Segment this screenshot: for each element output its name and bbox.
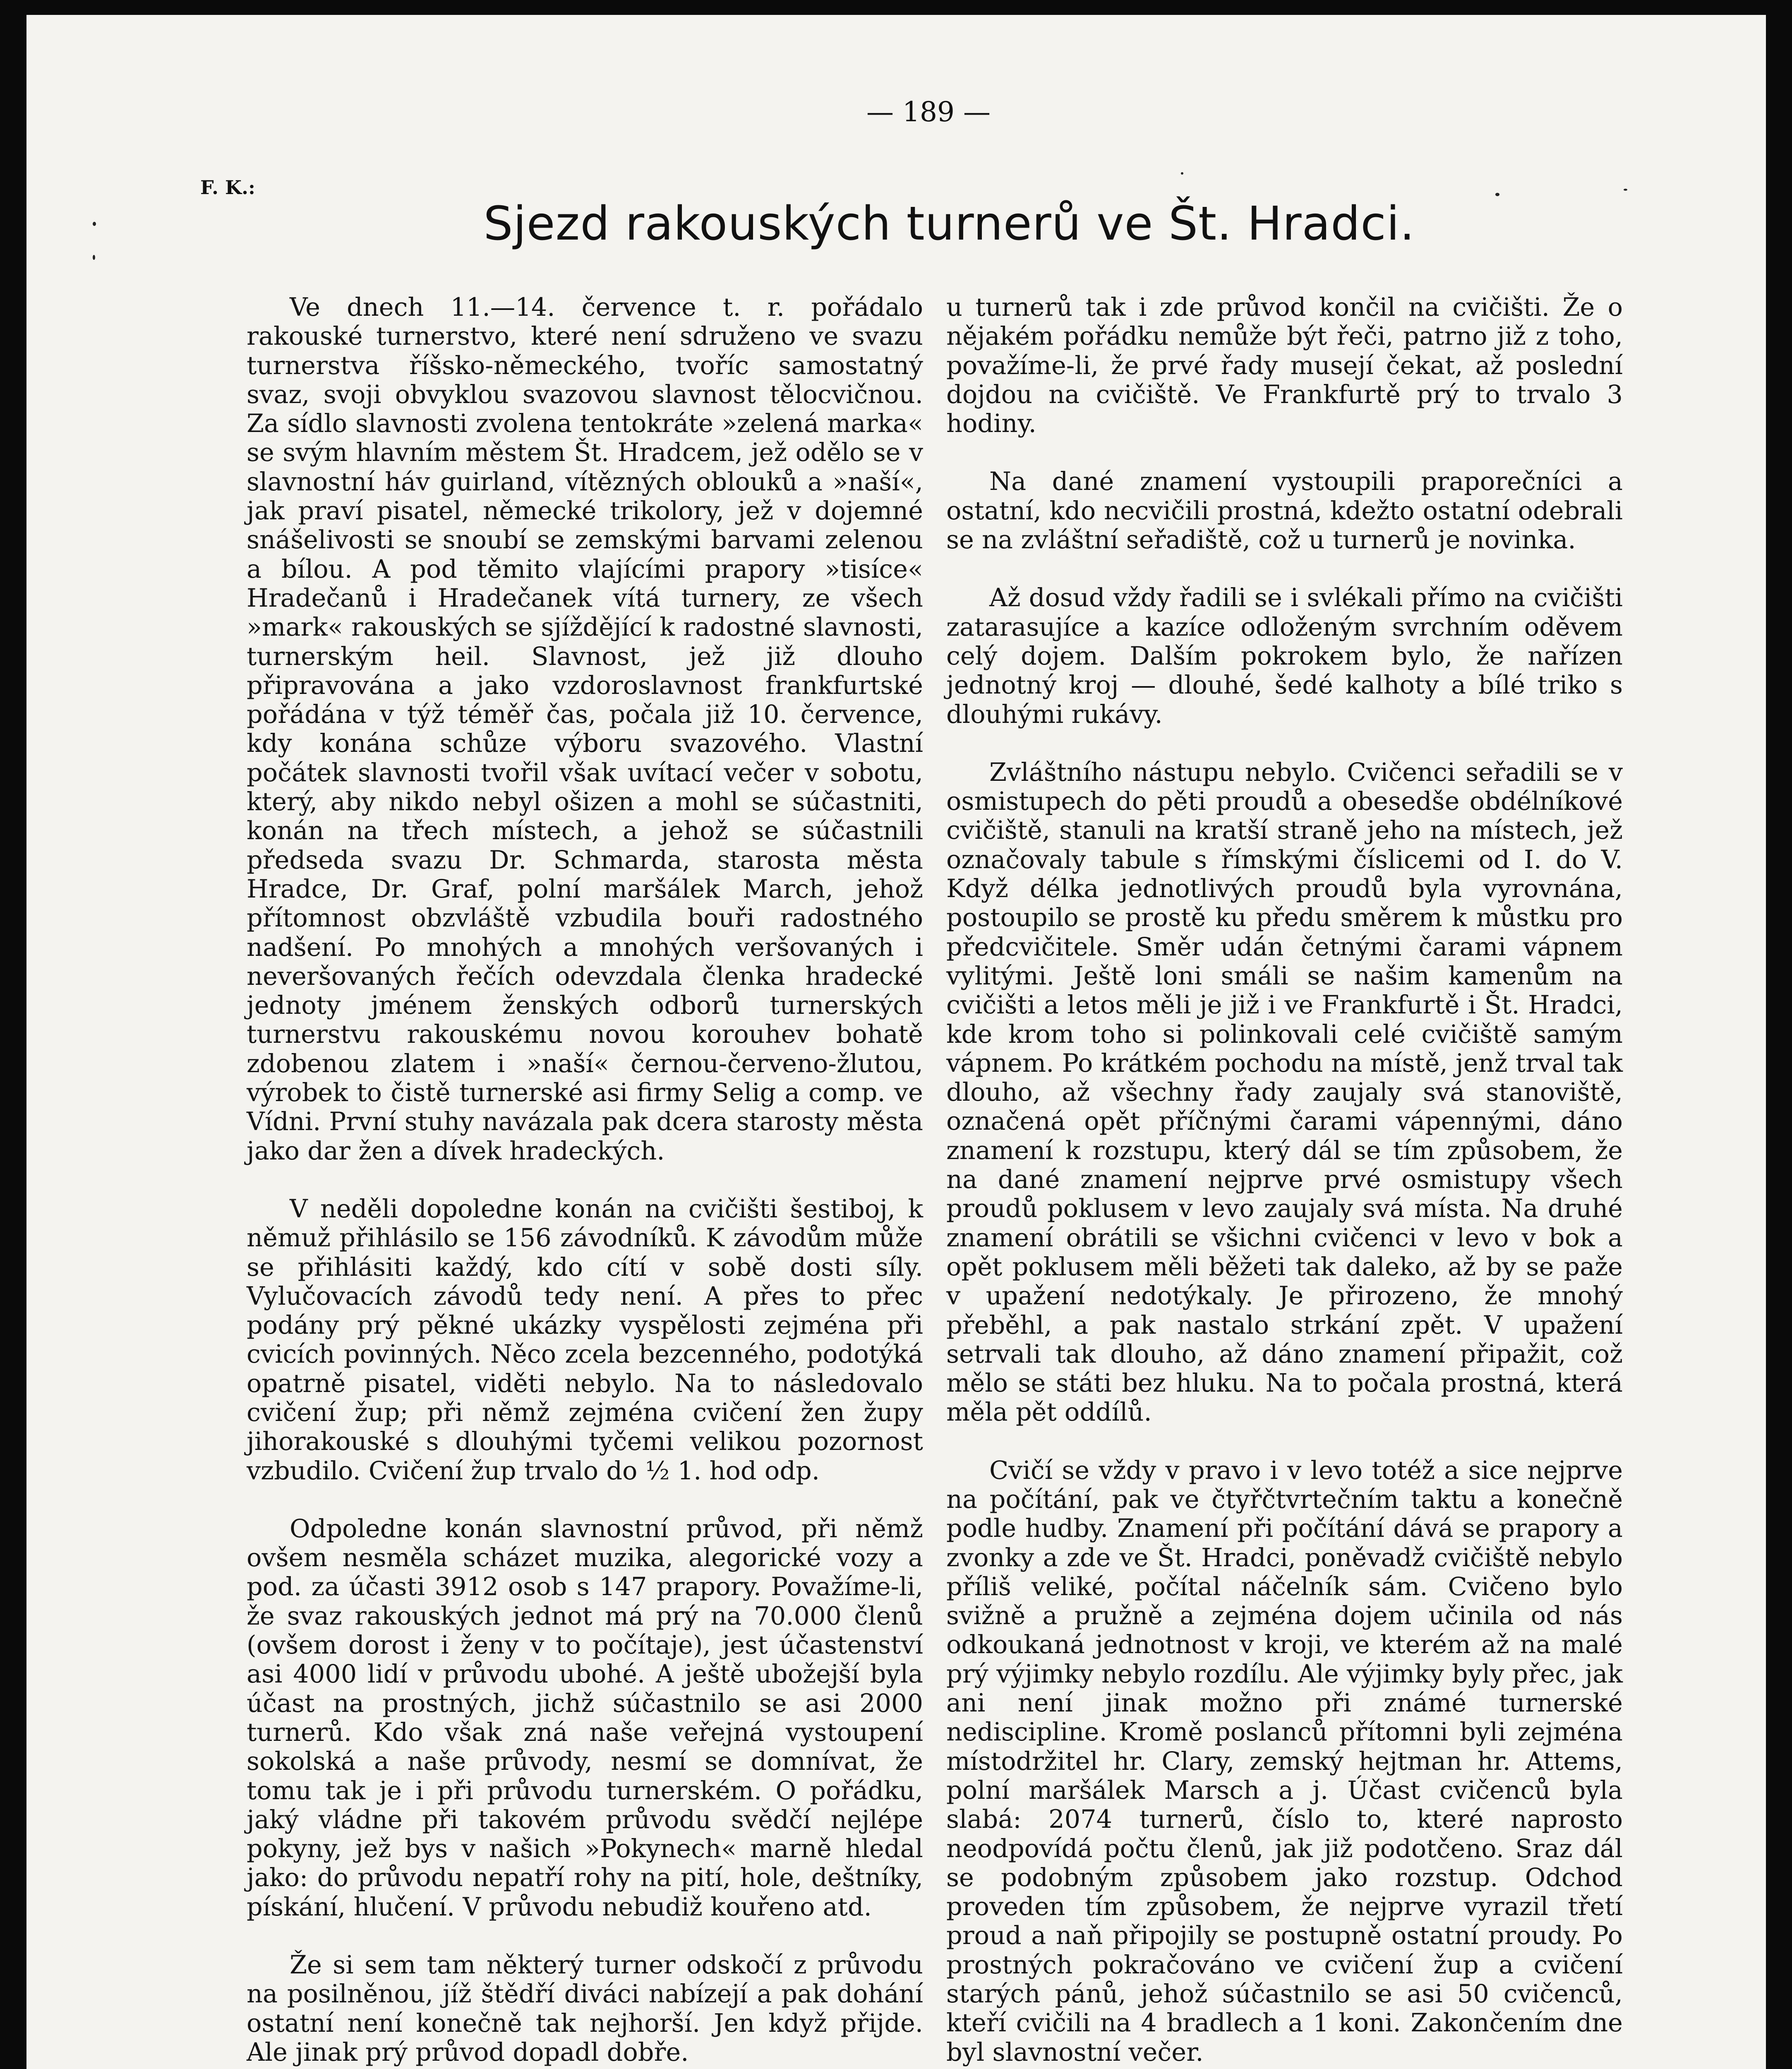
author-initials: F. K.: xyxy=(200,176,256,199)
right-paragraph-1: u turnerů tak i zde průvod končil na cvičišti. Že o nějakém pořádku nemůže být řeči, patrno již z toho, považíme-li, že prvé řady musejí čekat, až poslední dojdou na cvičiště. Ve Frankfurtě prý to trvalo 3 hodiny. xyxy=(946,293,1623,439)
page-number: — 189 — xyxy=(866,96,991,128)
right-paragraph-4: Zvláštního nástupu nebylo. Cvičenci seřadili se v osmistupech do pěti proudů a obesedše obdélníkové cvičiště, stanuli na kratší straně jeho na místech, jež označovaly tabule s římskými číslicemi od I. do V. Když délka jednotlivých proudů byla vyrovnána, postoupilo se prostě ku předu směrem k můstku pro předcvičitele. Směr udán četnými čarami vápnem vylitými. Ještě loni smáli se našim kamenům na cvičišti a letos měli je již i ve Frankfurtě i Št. Hradci, kde krom toho si polinkovali celé cvičiště samým vápnem. Po krátkém pochodu na místě, jenž trval tak dlouho, až všechny řady zaujaly svá stanoviště, označená opět příčnými čarami vápennými, dáno znamení k rozstupu, který dál se tím způsobem, že na dané znamení nejprve prvé osmistupy všech proudů poklusem v levo zaujaly svá místa. Na druhé znamení obrátili se všichni cvičenci v levo v bok a opět poklusem měli běžeti tak daleko, až by se paže v upažení nedotýkaly. Je přirozeno, že mnohý přeběhl, a pak nastalo strkání zpět. V upažení setrvali tak dlouho, až dáno znamení připažit, což mělo se státi bez hluku. Na to počala prostná, která měla pět oddílů. xyxy=(946,758,1623,1427)
right-paragraph-5: Cvičí se vždy v pravo i v levo totéž a sice nejprve na počítání, pak ve čtyřčtvrtečním taktu a konečně podle hudby. Znamení při počítání dává se prapory a zvonky a zde ve Št. Hradci, poněvadž cvičiště nebylo příliš veliké, počítal náčelník sám. Cvičeno bylo svižně a pružně a zejména dojem učinila od nás odkoukaná jednotnost v kroji, ve kterém až na malé prý výjimky nebylo rozdílu. Ale výjimky byly přec, jak ani není jinak možno při známé turnerské nediscipline. Kromě poslanců přítomni byli zejména místodržitel hr. Clary, zemský hejtman hr. Attems, polní maršálek Marsch a j. Účast cvičenců byla slabá: 2074 turnerů, číslo to, které naprosto neodpovídá počtu členů, jak již podotčeno. Sraz dál se podobným způsobem jako rozstup. Odchod proveden tím způsobem, že nejprve vyrazil třetí proud a naň připojily se postupně ostatní proudy. Po prostných pokračováno ve cvičení žup a cvičení starých pánů, jehož súčastnilo se asi 50 cvičenců, kteří cvičili na 4 bradlech a 1 koni. Zakončením dne byl slavnostní večer. xyxy=(946,1456,1623,2067)
right-paragraph-2: Na dané znamení vystoupili praporečníci a ostatní, kdo necvičili prostná, kdežto ostatní odebrali se na zvláštní seřadiště, což u turnerů je novinka. xyxy=(946,467,1623,555)
left-column xyxy=(247,293,923,2069)
article-title: Sjezd rakouských turnerů ve Št. Hradci. xyxy=(483,197,1415,251)
right-column xyxy=(946,293,1623,2069)
left-paragraph-1: Ve dnech 11.—14. července t. r. pořádalo rakouské turnerstvo, které není sdruženo ve svazu turnerstva říšsko-německého, tvoříc samostatný svaz, svoji obvyklou svazovou slavnost tělocvičnou. Za sídlo slavnosti zvolena tentokráte »zelená marka« se svým hlavním městem Št. Hradcem, jež odělo se v slavnostní háv guirland, vítězných oblouků a »naší«, jak praví pisatel, německé trikolory, jež v dojemné snášelivosti se snoubí se zemskými barvami zelenou a bílou. A pod těmito vlajícími prapory »tisíce« Hradečanů i Hradečanek vítá turnery, ze všech »mark« rakouských se sjíždějící k radostné slavnosti, turnerským heil. Slavnost, jež již dlouho připravována a jako vzdoroslavnost frankfurtské pořádána v týž téměř čas, počala již 10. července, kdy konána schůze výboru svazového. Vlastní počátek slavnosti tvořil však uvítací večer v sobotu, který, aby nikdo nebyl ošizen a mohl se súčastniti, konán na třech místech, a jehož se súčastnili předseda svazu Dr. Schmarda, starosta města Hradce, Dr. Graf, polní maršálek March, jehož přítomnost obzvláště vzbudila bouři radostného nadšení. Po mnohých a mnohých veršovaných i neveršovaných řečích odevzdala členka hradecké jednoty jménem ženských odborů turnerských turnerstvu rakouskému novou korouhev bohatě zdobenou zlatem i »naší« černou-červeno-žlutou, výrobek to čistě turnerské asi firmy Selig a comp. ve Vídni. První stuhy navázala pak dcera starosty města jako dar žen a dívek hradeckých. xyxy=(247,293,923,1166)
left-paragraph-2: V neděli dopoledne konán na cvičišti šestiboj, k němuž přihlásilo se 156 závodníků. K závodům může se přihlásiti každý, kdo cítí v sobě dosti síly. Vylučovacích závodů tedy není. A přes to přec podány prý pěkné ukázky vyspělosti zejména při cvicích povinných. Něco zcela bezcenného, podotýká opatrně pisatel, viděti nebylo. Na to následovalo cvičení žup; při němž zejména cvičení žen župy jihorakouské s dlouhými tyčemi velikou pozornost vzbudilo. Cvičení žup trvalo do ½ 1. hod odp. xyxy=(247,1194,923,1486)
left-paragraph-3: Odpoledne konán slavnostní průvod, při němž ovšem nesměla scházet muzika, alegorické vozy a pod. za účasti 3912 osob s 147 prapory. Považíme-li, že svaz rakouských jednot má prý na 70.000 členů (ovšem dorost i ženy v to počítaje), jest účastenství asi 4000 lidí v průvodu ubohé. A ještě ubožejší byla účast na prostných, jichž súčastnilo se asi 2000 turnerů. Kdo však zná naše veřejná vystoupení sokolská a naše průvody, nesmí se domnívat, že tomu tak je i při průvodu turnerském. O pořádku, jaký vládne při takovém průvodu svědčí nejlépe pokyny, jež bys v našich »Pokynech« marně hledal jako: do průvodu nepatří rohy na pití, hole, deštníky, pískání, hlučení. V průvodu nebudiž kouřeno atd. xyxy=(247,1514,923,1922)
left-paragraph-4: Že si sem tam některý turner odskočí z průvodu na posilněnou, jíž štědří diváci nabízejí a pak dohání ostatní není konečně tak nejhorší. Jen když přijde. Ale jinak prý průvod dopadl dobře. xyxy=(247,1951,923,2067)
right-paragraph-3: Až dosud vždy řadili se i svlékali přímo na cvičišti zatarasujíce a kazíce odloženým svrchním oděvem celý dojem. Dalším pokrokem bylo, že nařízen jednotný kroj — dlouhé, šedé kalhoty a bílé triko s dlouhými rukávy. xyxy=(946,583,1623,729)
page-sheet xyxy=(26,15,1766,2069)
